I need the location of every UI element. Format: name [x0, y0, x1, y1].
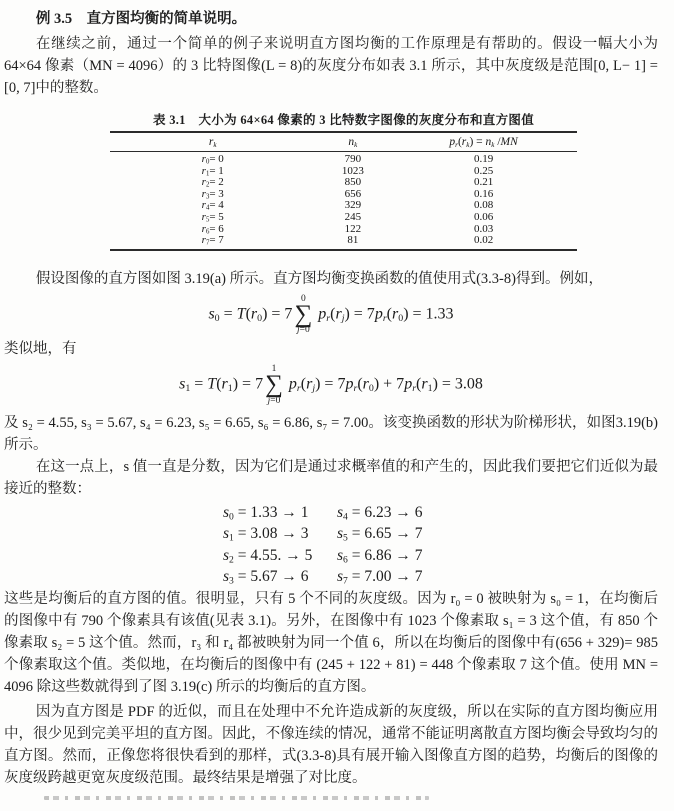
- table-row: [110, 200, 577, 212]
- summation-symbol: 0 ∑ j=0: [294, 293, 313, 336]
- mapping-row: [20, 567, 658, 589]
- table-col-header: $r_k$: [110, 132, 315, 152]
- cell-prk: 0.02: [473, 234, 494, 247]
- table-row: [110, 166, 577, 178]
- table-row: [110, 212, 577, 224]
- table-body: [110, 152, 577, 250]
- cell-rk: $r_6= 6$: [201, 222, 224, 236]
- example-heading: 例 3.5 直方图均衡的简单说明。: [35, 11, 247, 27]
- table-row: [110, 189, 577, 201]
- table-row: [110, 235, 577, 250]
- mapping-entry: $s_7 = 7.00 \to 7$: [337, 568, 423, 587]
- cell-rk: $r_0= 0$: [201, 153, 224, 166]
- table-header-row: [110, 132, 577, 152]
- paragraph-similarly: 类似地，有: [4, 340, 77, 357]
- table-col-header: $p_r(r_k) = n_k$ /MN: [390, 132, 577, 152]
- table-col-header: $n_k$: [315, 132, 390, 152]
- cell-prk: 0.19: [473, 153, 494, 165]
- formula-s1: $s_1 = T(r_1) = 7$ 1 ∑ j=0 $p_r(r_j) = 7p_r(r_0) + 7p_r(r_1) = 3.08$: [179, 363, 483, 406]
- cell-nk: 81: [347, 234, 359, 247]
- table-caption: 表 3.1 大小为 64×64 像素的 3 比特数字图像的灰度分布和直方图值: [152, 113, 535, 127]
- mapping-entry: $s_1 = 3.08 \to 3$: [223, 525, 309, 544]
- cell-prk: 0.06: [473, 210, 494, 223]
- mapping-entry: $s_3 = 5.67 \to 6$: [223, 568, 309, 587]
- mapping-entry: $s_2 = 4.55$. → 5: [223, 546, 313, 566]
- mapping-entry: $s_6 = 6.86 \to 7$: [337, 546, 423, 566]
- cell-nk: 656: [344, 187, 362, 200]
- paragraph-pdf: 因为直方图是 PDF 的近似，而且在处理中不允许造成新的灰度级，所以在实际的直方图均衡应用中，很少见到完美平坦的直方图。因此，不像连续的情况，通常不能证明离散直方图均衡会导致均匀的直方图。然而，正像您将很快看到的那样，式(3.3-8)具有展开输入图像直方图的趋势，均衡后的图像的灰度级跨越更宽灰度级范围。最终结果是增强了对比度。: [4, 704, 658, 786]
- mapping-row: [20, 545, 658, 567]
- paragraph-assume: 假设图像的直方图如图 3.19(a) 所示。直方图均衡变换函数的值使用式(3.3-8)得到。例如，: [35, 270, 603, 287]
- cell-nk: 122: [344, 222, 362, 235]
- cell-rk: $r_7= 7$: [201, 234, 224, 247]
- cell-prk: 0.25: [473, 164, 494, 177]
- cell-nk: 245: [344, 210, 362, 223]
- cell-rk: $r_2= 2$: [201, 176, 224, 189]
- table-3-1: [110, 131, 577, 251]
- cell-prk: 0.03: [473, 222, 494, 235]
- paragraph-equalized: 这些是均衡后的直方图的值。很明显，只有 5 个不同的灰度级。因为 r₀ = 0 被映射为 s₀ = 1，在均衡后的图像中有 790 个像素具有该值(见表 3.1)。另外，在图像中有 1023 个像素取 s₁ = 3 这个值，有 850 个像素取 s₂ = 5 这个值。然而，r₃ 和 r₄ 都被映射为同一个值 6，所以在均衡后的图像中有(656 + 329)= 985 个像素取这个值。类似地，在均衡后的图像中有 (245 + 122 + 81) = 448 个像素取 7 这个值。使用 MN = 4096 除这些数就得到了图 3.19(c) 所示的均衡后的直方图。: [4, 591, 658, 695]
- mapping-row: [20, 502, 658, 524]
- table-row: [110, 177, 577, 189]
- mapping-entry: $s_5 = 6.65 \to 7$: [337, 525, 423, 544]
- cell-nk: 329: [344, 199, 362, 212]
- cell-nk: 850: [344, 176, 362, 189]
- cropped-text-remnant: [44, 796, 429, 800]
- cell-rk: $r_1= 1$: [201, 164, 224, 178]
- summation-symbol: 1 ∑ j=0: [265, 363, 283, 406]
- paragraph-rounding: 在这一点上，s 值一直是分数，因为它们是通过求概率值的和产生的，因此我们要把它们近似为最接近的整数：: [4, 459, 658, 497]
- mapping-row: [20, 524, 658, 546]
- table-row: [110, 224, 577, 236]
- mapping-entry: $s_4 = 6.23 \to 6$: [337, 503, 423, 523]
- cell-nk: 790: [344, 153, 362, 165]
- paragraph-intro: 在继续之前，通过一个简单的例子来说明直方图均衡的工作原理是有帮助的。假设一幅大小为 64×64 像素（MN = 4096）的 3 比特图像(L = 8)的灰度分布如表 3.1 所示，其中灰度级是范围[0, L− 1] = [0, 7]中的整数。: [4, 36, 658, 96]
- cell-rk: $r_4= 4$: [201, 199, 224, 213]
- cell-rk: $r_3= 3$: [201, 187, 224, 201]
- paragraph-s-values: 及 s₂ = 4.55, s₃ = 5.67, s₄ = 6.23, s₅ = 6.65, s₆ = 6.86, s₇ = 7.00。该变换函数的形状为阶梯形状，如图3.19(b)所示。: [4, 415, 658, 453]
- cell-rk: $r_5= 5$: [201, 210, 224, 224]
- cell-nk: 1023: [341, 164, 364, 177]
- table-row: [110, 152, 577, 166]
- mapping-entry: $s_0 = 1.33 \to 1$: [223, 503, 309, 523]
- cell-prk: 0.08: [473, 199, 494, 212]
- s-mapping-block: [20, 502, 658, 588]
- cell-prk: 0.16: [473, 187, 494, 200]
- formula-s0: $s_0 = T(r_0) = 7$ 0 ∑ j=0 $p_r(r_j) = 7p_r(r_0) = 1.33$: [208, 293, 454, 336]
- cell-prk: 0.21: [473, 176, 494, 189]
